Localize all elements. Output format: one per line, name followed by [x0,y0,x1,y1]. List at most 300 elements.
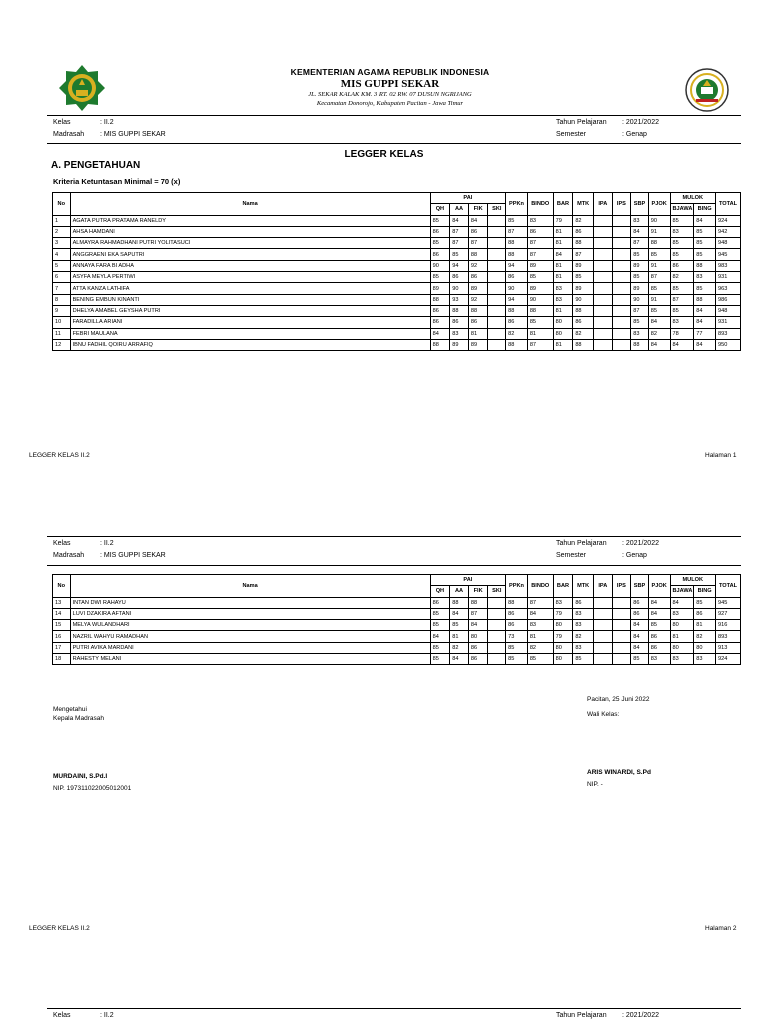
grade-cell [594,317,613,328]
grade-cell [612,249,631,260]
place-date: Pacitan, 25 Juni 2022 [587,696,650,703]
grade-cell: 88 [468,249,488,260]
grade-cell: 85 [670,215,694,226]
page1-footer-right: Halaman 1 [705,452,737,459]
grade-cell: 83 [670,226,694,237]
grade-cell: 942 [716,226,741,237]
kelas-label: Kelas [53,1012,71,1019]
madrasah-label: Madrasah [53,552,85,559]
col-ipa: IPA [594,575,613,598]
grade-cell: 85 [694,597,716,608]
school-name: MIS GUPPI SEKAR [340,78,440,90]
student-name: ANGGRAENI EKA SAPUTRI [70,249,430,260]
grade-cell: 79 [553,608,573,619]
table-row [53,620,741,631]
grade-cell: 81 [527,328,553,339]
kelas-value: : II.2 [100,1012,114,1019]
col-aa: AA [450,204,469,215]
grade-cell: 94 [506,294,528,305]
grade-cell: 87 [573,249,594,260]
grade-cell: 86 [506,272,528,283]
grade-cell: 83 [648,654,670,665]
grade-cell [612,226,631,237]
grade-cell: 89 [573,283,594,294]
grade-cell: 80 [553,317,573,328]
tahun-value: : 2021/2022 [622,119,659,126]
grade-cell: 80 [670,642,694,653]
teacher-name: ARIS WINARDI, S.Pd [587,769,651,776]
section-heading: A. PENGETAHUAN [51,160,141,171]
grade-cell: 91 [648,260,670,271]
grade-cell: 88 [506,339,528,350]
grade-cell: 83 [670,317,694,328]
row-number: 9 [53,305,71,316]
grade-cell: 88 [506,249,528,260]
student-name: RAHESTY MELANI [70,654,430,665]
grade-cell: 81 [553,226,573,237]
grade-cell: 82 [450,642,469,653]
row-number: 7 [53,283,71,294]
grade-cell: 83 [694,654,716,665]
row-number: 5 [53,260,71,271]
row-number: 15 [53,620,71,631]
grade-cell: 85 [648,305,670,316]
grade-cell: 88 [694,294,716,305]
tahun-value: : 2021/2022 [622,1012,659,1019]
table-row [53,294,741,305]
grade-cell: 86 [648,642,670,653]
grade-cell: 87 [527,249,553,260]
grade-cell: 81 [670,631,694,642]
student-name: DHELYA AMABEL GEYSHA PUTRI [70,305,430,316]
grade-cell: 931 [716,317,741,328]
grade-cell: 88 [468,597,488,608]
grade-cell: 85 [670,283,694,294]
grade-cell [594,272,613,283]
grade-cell: 82 [506,328,528,339]
grade-cell [612,597,631,608]
col-bjawa: BJAWA [670,586,694,597]
grade-cell: 94 [506,260,528,271]
grade-cell [488,317,506,328]
grade-cell [594,215,613,226]
grade-cell: 81 [553,260,573,271]
grade-cell: 81 [553,272,573,283]
grade-cell: 83 [573,642,594,653]
grade-cell [594,597,613,608]
grade-cell: 84 [648,339,670,350]
page2-footer-left: LEGGER KELAS II.2 [29,925,90,932]
school-logo [684,67,730,113]
grade-cell: 88 [573,238,594,249]
grade-cell: 87 [648,272,670,283]
madrasah-label: Madrasah [53,131,85,138]
row-number: 14 [53,608,71,619]
grade-cell: 85 [430,620,450,631]
grade-cell [594,249,613,260]
grade-cell: 87 [527,339,553,350]
kelas-value: : II.2 [100,119,114,126]
grade-cell: 84 [468,215,488,226]
row-number: 10 [53,317,71,328]
col-pjok: PJOK [648,575,670,598]
table-row [53,260,741,271]
grade-cell: 86 [450,317,469,328]
table-row [53,249,741,260]
grade-cell [612,328,631,339]
kepala-madrasah-text: Kepala Madrasah [53,715,104,722]
grade-cell: 90 [648,215,670,226]
grade-cell [612,620,631,631]
grade-cell: 92 [468,260,488,271]
grade-cell: 86 [573,597,594,608]
col-pjok: PJOK [648,193,670,216]
class-info-right [556,117,659,141]
grade-cell [594,339,613,350]
grade-cell: 82 [573,215,594,226]
kelas-label: Kelas [53,540,71,547]
grade-cell: 85 [694,226,716,237]
col-no: No [53,193,71,216]
grade-cell: 84 [430,631,450,642]
grade-cell: 87 [631,238,649,249]
grade-cell: 83 [694,272,716,283]
col-mulok: MULOK [670,193,716,204]
grade-cell: 81 [553,238,573,249]
col-bar: BAR [553,575,573,598]
grade-cell: 81 [450,631,469,642]
grade-cell: 83 [553,283,573,294]
grade-cell: 83 [670,654,694,665]
grade-cell: 948 [716,305,741,316]
kelas-label: Kelas [53,119,71,126]
table-row [53,654,741,665]
page2-top-divider [47,536,741,537]
col-bindo: BINDO [527,575,553,598]
madrasah-value: : MIS GUPPI SEKAR [100,552,166,559]
col-bindo: BINDO [527,193,553,216]
tahun-label: Tahun Pelajaran [556,119,607,126]
grade-cell [488,215,506,226]
page3-info-left [53,1010,114,1022]
grade-cell: 85 [648,249,670,260]
grade-cell [612,272,631,283]
table-row [53,226,741,237]
grade-cell: 89 [450,339,469,350]
col-pai: PAI [430,193,506,204]
grade-cell: 893 [716,631,741,642]
grade-cell: 86 [430,305,450,316]
grade-cell: 86 [631,608,649,619]
grade-cell [594,642,613,653]
grade-cell: 88 [573,305,594,316]
grade-cell [488,654,506,665]
row-number: 13 [53,597,71,608]
table-row [53,238,741,249]
grade-cell [488,339,506,350]
grade-cell: 91 [648,226,670,237]
grade-cell: 85 [527,272,553,283]
grade-cell [612,608,631,619]
table-row [53,339,741,350]
student-name: MELYA WULANDHARI [70,620,430,631]
student-name: IBNU FADHIL QOIRU ARRAFIQ [70,339,430,350]
col-qh: QH [430,204,450,215]
col-mulok: MULOK [670,575,716,586]
row-number: 1 [53,215,71,226]
grade-cell: 86 [468,642,488,653]
table-row [53,215,741,226]
grade-cell: 80 [553,654,573,665]
grade-cell: 913 [716,642,741,653]
row-number: 3 [53,238,71,249]
grade-cell [594,226,613,237]
grade-cell: 94 [450,260,469,271]
grade-cell: 86 [430,249,450,260]
grade-cell: 87 [450,238,469,249]
kkm-note: Kriteria Ketuntasan Minimal = 70 (x) [53,177,181,186]
col-bar: BAR [553,193,573,216]
grade-cell [488,260,506,271]
grade-cell: 81 [527,631,553,642]
grade-cell [488,294,506,305]
grade-cell: 89 [430,283,450,294]
grade-cell: 86 [506,620,528,631]
grade-cell: 927 [716,608,741,619]
grade-cell: 86 [648,631,670,642]
semester-label: Semester [556,131,586,138]
grade-cell: 90 [450,283,469,294]
grade-cell [488,238,506,249]
grade-cell [488,597,506,608]
grade-cell: 84 [648,317,670,328]
wali-kelas-text: Wali Kelas: [587,711,620,718]
row-number: 2 [53,226,71,237]
student-name: ATTA KANZA LATHIFA [70,283,430,294]
grade-cell: 91 [648,294,670,305]
grade-cell: 85 [527,654,553,665]
grade-cell: 86 [468,654,488,665]
col-pai: PAI [430,575,506,586]
grade-cell: 82 [694,631,716,642]
grade-cell [488,620,506,631]
grade-cell: 950 [716,339,741,350]
tahun-label: Tahun Pelajaran [556,1012,607,1019]
grade-cell: 87 [527,597,553,608]
grade-cell: 85 [573,272,594,283]
tahun-value: : 2021/2022 [622,540,659,547]
grade-cell: 86 [506,608,528,619]
grade-cell: 87 [527,238,553,249]
grade-cell: 86 [430,597,450,608]
page3-info-right [556,1010,659,1022]
student-name: ANNAYA FARA BI ADHA [70,260,430,271]
grade-cell [488,305,506,316]
grade-cell: 80 [553,328,573,339]
grade-cell: 82 [573,328,594,339]
grade-cell: 963 [716,283,741,294]
grade-cell: 84 [553,249,573,260]
grade-cell [488,631,506,642]
table-body-page2 [53,597,741,665]
student-name: INTAN DWI RAHAYU [70,597,430,608]
col-bing: BING [694,586,716,597]
student-name: FARADILLA ARIANI [70,317,430,328]
grade-cell: 85 [430,608,450,619]
grade-cell [612,339,631,350]
grade-cell [594,328,613,339]
grade-cell: 77 [694,328,716,339]
grade-cell: 90 [527,294,553,305]
grade-cell: 945 [716,597,741,608]
student-name: LUVI DZAKIRA AFTANI [70,608,430,619]
table-row [53,317,741,328]
kelas-value: : II.2 [100,540,114,547]
grade-cell: 86 [694,608,716,619]
grade-cell: 84 [450,608,469,619]
grade-cell: 83 [631,328,649,339]
grade-cell: 893 [716,328,741,339]
grade-cell: 948 [716,238,741,249]
grade-cell: 85 [631,272,649,283]
row-number: 16 [53,631,71,642]
grade-cell: 88 [506,597,528,608]
grade-cell [488,272,506,283]
grade-cell [488,328,506,339]
grade-cell: 84 [694,215,716,226]
grade-cell: 88 [506,238,528,249]
table-row [53,631,741,642]
grade-cell [612,283,631,294]
grade-cell: 86 [670,260,694,271]
grade-cell: 85 [430,272,450,283]
grade-cell: 83 [573,620,594,631]
table-row [53,328,741,339]
grade-cell [488,642,506,653]
grade-cell: 85 [450,620,469,631]
table-row [53,608,741,619]
row-number: 12 [53,339,71,350]
student-name: AHSA HAMDANI [70,226,430,237]
grade-cell: 924 [716,654,741,665]
grade-cell: 80 [670,620,694,631]
grade-cell: 916 [716,620,741,631]
ministry-name: KEMENTERIAN AGAMA REPUBLIK INDONESIA [290,67,490,77]
col-ips: IPS [612,193,631,216]
col-aa: AA [450,586,469,597]
grade-cell: 84 [670,339,694,350]
col-ski: SKI [488,586,506,597]
grade-cell: 84 [648,608,670,619]
grade-cell: 86 [527,226,553,237]
grade-cell: 80 [553,642,573,653]
col-sbp: SBP [631,193,649,216]
grade-cell: 86 [430,226,450,237]
grade-cell [594,620,613,631]
grade-cell: 89 [631,283,649,294]
grade-cell: 85 [450,249,469,260]
row-number: 11 [53,328,71,339]
grade-cell [488,283,506,294]
grade-cell: 81 [553,339,573,350]
table-row [53,272,741,283]
grade-cell: 86 [430,317,450,328]
col-fik: FIK [468,204,488,215]
grade-cell: 85 [670,238,694,249]
letterhead [200,67,580,107]
grade-cell [612,317,631,328]
grade-cell: 92 [468,294,488,305]
grade-cell [594,631,613,642]
student-name: FEBRI MAULANA [70,328,430,339]
grade-cell: 93 [450,294,469,305]
grade-cell: 90 [573,294,594,305]
school-district: Kecamatan Donorojo, Kabupaten Pacitan - Jawa Timur [316,100,464,107]
student-name: PUTRI AVIKA MARDANI [70,642,430,653]
grade-cell [612,294,631,305]
head-name: MURDAINI, S.Pd.I [53,773,108,780]
grade-cell: 80 [468,631,488,642]
col-no: No [53,575,71,598]
table-body-page1 [53,215,741,351]
table-row [53,283,741,294]
grade-cell [594,283,613,294]
page2-footer-right: Halaman 2 [705,925,737,932]
grade-cell: 85 [648,620,670,631]
grade-cell: 88 [430,339,450,350]
grade-cell: 84 [694,305,716,316]
grade-cell: 85 [631,249,649,260]
grade-cell: 88 [450,305,469,316]
table-row [53,597,741,608]
grade-cell: 88 [694,260,716,271]
grade-cell: 87 [506,226,528,237]
grade-cell [612,238,631,249]
grade-cell: 84 [450,215,469,226]
grade-cell: 986 [716,294,741,305]
row-number: 8 [53,294,71,305]
grade-cell: 87 [670,294,694,305]
grade-cell: 90 [631,294,649,305]
grade-cell: 87 [450,226,469,237]
page2-info-left [53,538,166,562]
grade-cell [594,260,613,271]
tahun-label: Tahun Pelajaran [556,540,607,547]
class-info-left [53,117,166,141]
grade-cell: 85 [430,642,450,653]
grade-cell [594,608,613,619]
school-address: JL. SEKAR KALAK KM. 3 RT. 02 RW. 07 DUSUN NGRIJANG [308,91,472,98]
grade-cell: 89 [468,339,488,350]
student-name: BENING EMBUN KINANTI [70,294,430,305]
grade-cell [612,642,631,653]
col-ppkn: PPKn [506,193,528,216]
grade-cell: 84 [631,620,649,631]
grade-cell: 83 [631,215,649,226]
grade-cell: 88 [527,305,553,316]
header-divider [47,115,741,116]
col-ppkn: PPKn [506,575,528,598]
grade-cell [594,294,613,305]
grade-cell: 82 [670,272,694,283]
col-sbp: SBP [631,575,649,598]
grade-cell: 85 [430,654,450,665]
grade-cell: 85 [506,654,528,665]
grade-cell: 84 [430,328,450,339]
grade-cell: 79 [553,215,573,226]
grade-cell [488,249,506,260]
grade-cell: 78 [670,328,694,339]
